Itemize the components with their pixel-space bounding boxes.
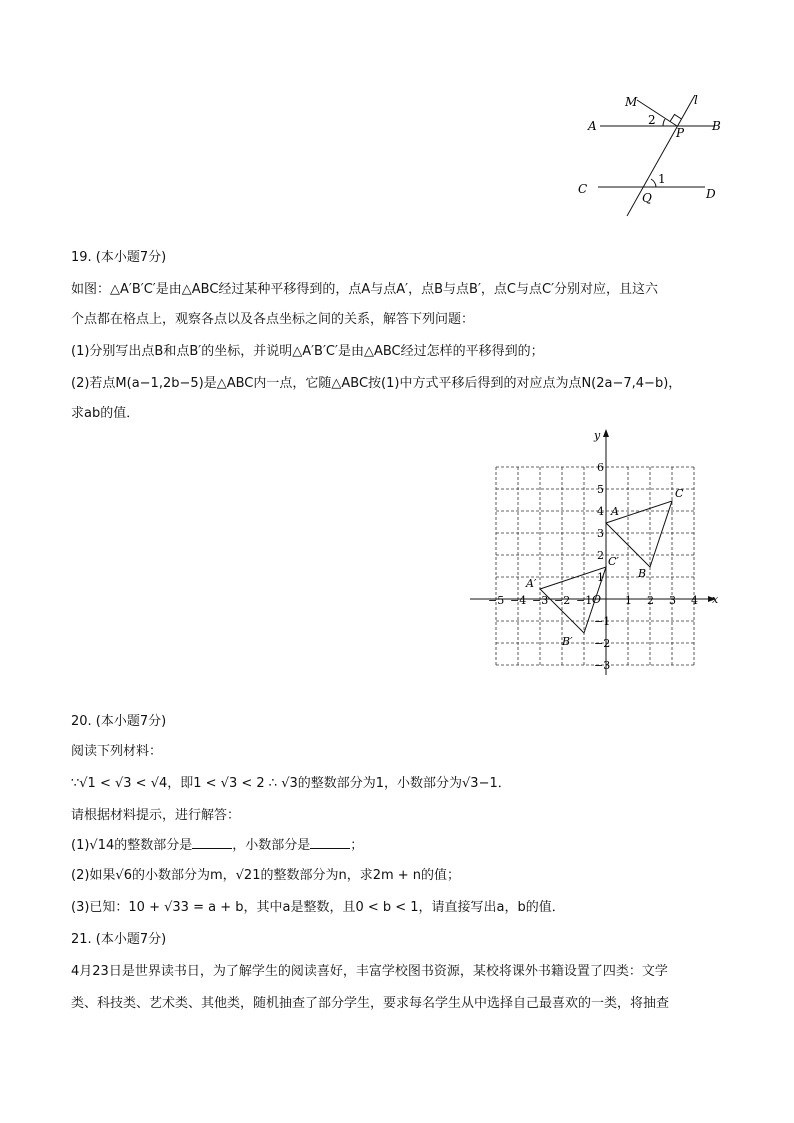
y-tick-label: −3 — [594, 659, 611, 672]
point-b1-label: B′ — [562, 635, 573, 648]
y-axis-label: y — [594, 429, 601, 442]
angle-1-arc — [651, 179, 656, 187]
q20-part1-b: ，小数部分是 — [232, 838, 311, 853]
q20-prompt: 请根据材料提示，进行解答： — [71, 808, 241, 823]
y-tick-label: 4 — [597, 505, 604, 518]
y-tick-label: −1 — [594, 615, 611, 628]
y-axis-arrow — [603, 429, 609, 437]
x-tick-label: −4 — [510, 594, 527, 607]
y-tick-label: 1 — [597, 571, 604, 584]
x-tick-label: −1 — [576, 594, 593, 607]
label-c: C — [578, 182, 588, 196]
q20-material: ∵√1 < √3 < √4，即1 < √3 < 2 ∴ √3的整数部分为1，小数部分为√3−1． — [71, 776, 511, 791]
parallel-lines-figure — [570, 88, 740, 223]
line-l — [627, 95, 695, 216]
x-tick-label: 1 — [625, 594, 632, 607]
q20-part2: (2)如果√6的小数部分为m，√21的整数部分为n，求2m + n的值； — [71, 868, 461, 883]
coordinate-grid-figure — [460, 425, 730, 680]
q19-part2-cont: 求ab的值． — [71, 406, 140, 421]
y-tick-label: −2 — [594, 637, 611, 650]
point-b-label: B — [638, 567, 647, 580]
x-tick-label: 4 — [691, 594, 698, 607]
grid-lines — [496, 467, 694, 665]
y-tick-label: 5 — [597, 483, 604, 496]
x-tick-label: 2 — [647, 594, 654, 607]
x-tick-label: −3 — [532, 594, 549, 607]
q21-line1: 4月23日是世界读书日，为了解学生的阅读喜好，丰富学校图书资源，某校将课外书籍设置了四类：文学 — [71, 964, 668, 979]
q20-part3: (3)已知：10 + √33 = a + b，其中a是整数，且0 < b < 1，请直接写出a，b的值． — [71, 900, 565, 915]
q20-read: 阅读下列材料： — [71, 744, 163, 759]
q19-header: 19. (本小题7分) — [71, 250, 167, 265]
answer-blank-1[interactable] — [192, 836, 232, 849]
label-angle1: 1 — [658, 172, 666, 186]
point-c-label: C — [675, 487, 684, 500]
label-m: M — [625, 95, 638, 109]
label-l: l — [694, 93, 698, 107]
point-c1-label: C′ — [608, 555, 619, 568]
y-tick-label: 2 — [597, 549, 604, 562]
x-tick-label: −2 — [554, 594, 571, 607]
q19-part2: (2)若点M(a−1,2b−5)是△ABC内一点，它随△ABC按(1)中方式平移后得到的对应点为点N(2a−7,4−b)， — [71, 376, 682, 391]
label-q: Q — [642, 191, 652, 205]
label-d: D — [706, 187, 716, 201]
tick-labels — [488, 461, 698, 672]
origin-label: O — [592, 593, 602, 606]
answer-blank-2[interactable] — [310, 836, 350, 849]
q20-part1-a: (1)√14的整数部分是 — [71, 838, 193, 853]
x-axis-label: x — [712, 593, 719, 606]
label-angle2: 2 — [648, 113, 656, 127]
q21-header: 21. (本小题7分) — [71, 932, 167, 947]
x-tick-label: −5 — [488, 594, 505, 607]
q19-intro-1: 如图：△A′B′C′是由△ABC经过某种平移得到的，点A与点A′，点B与点B′，点C与点C′分别对应，且这六 — [71, 282, 659, 297]
y-tick-label: 6 — [597, 461, 604, 474]
point-a-label: A — [611, 505, 619, 518]
y-tick-label: 3 — [597, 527, 604, 540]
label-p: P — [676, 126, 685, 140]
q21-line2: 类、科技类、艺术类、其他类，随机抽查了部分学生，要求每名学生从中选择自己最喜欢的一类，将抽查 — [71, 996, 670, 1011]
segment-pm — [637, 100, 677, 126]
q20-part1-c: ； — [350, 838, 364, 853]
q20-part1 — [71, 836, 363, 856]
x-tick-label: 3 — [669, 594, 676, 607]
angle-2-arc — [663, 119, 665, 126]
point-a1-label: A′ — [526, 577, 537, 590]
right-angle-mark — [670, 115, 682, 122]
label-a: A — [588, 119, 597, 133]
q20-header: 20. (本小题7分) — [71, 714, 167, 729]
label-b: B — [712, 119, 721, 133]
q19-intro-2: 个点都在格点上，观察各点以及各点坐标之间的关系，解答下列问题： — [71, 312, 475, 327]
q19-part1: (1)分别写出点B和点B′的坐标，并说明△A′B′C′是由△ABC经过怎样的平移得到的； — [71, 344, 544, 359]
